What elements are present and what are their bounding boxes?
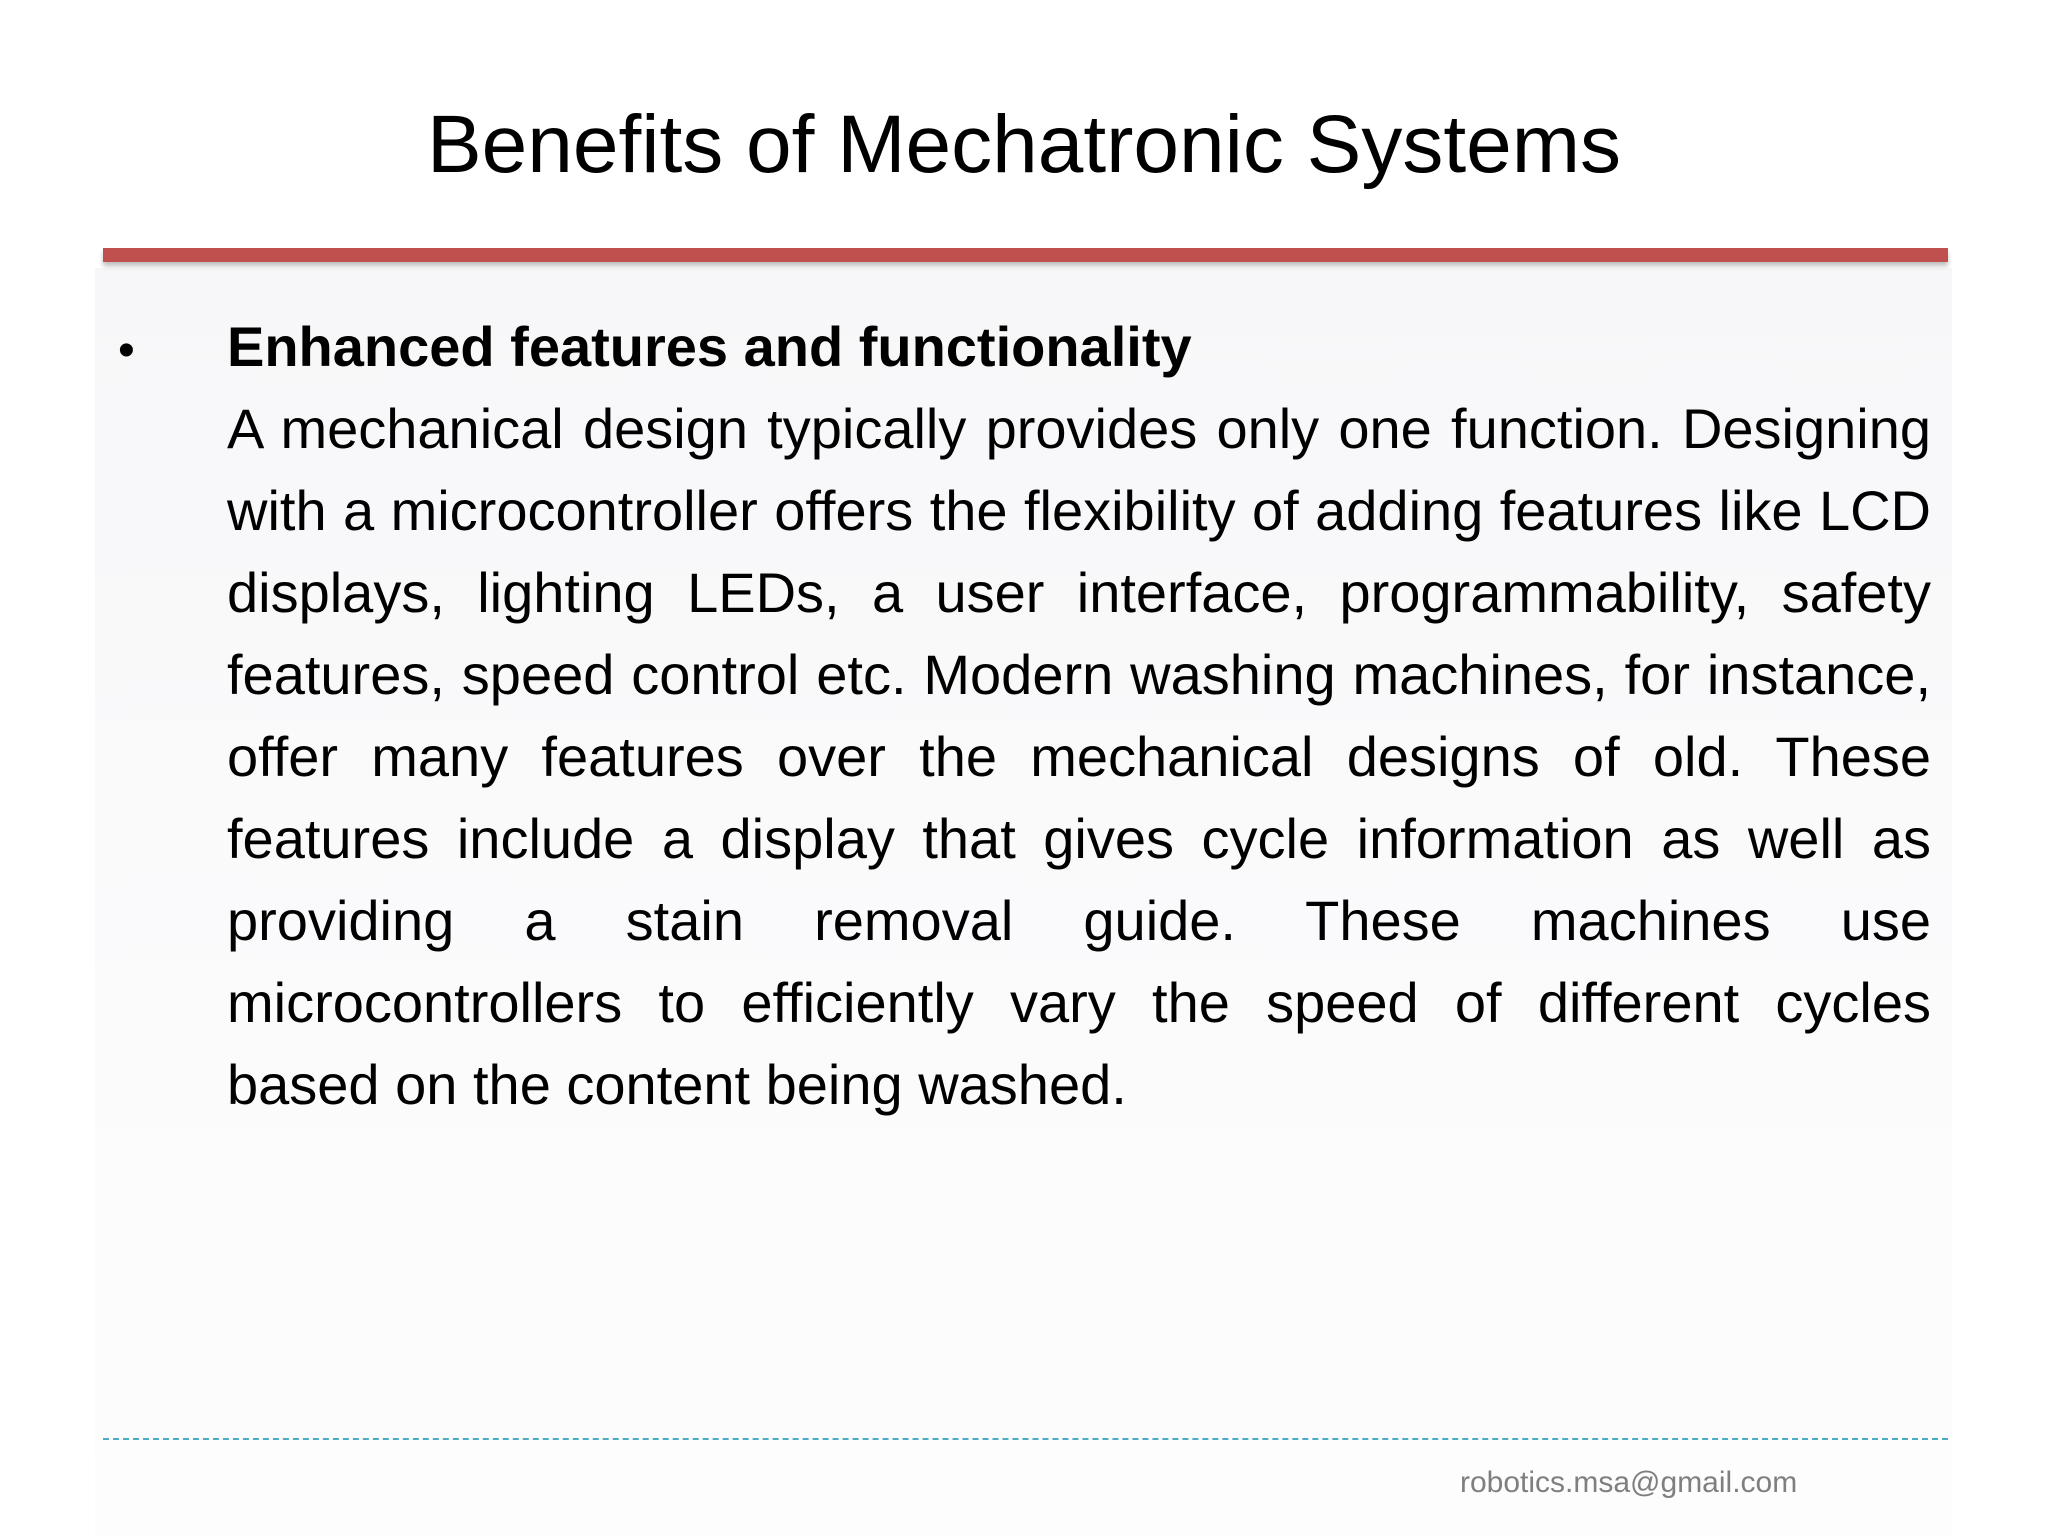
slide-title: Benefits of Mechatronic Systems [426, 99, 1622, 190]
footer-email: robotics.msa@gmail.com [1460, 1466, 1798, 1499]
bullet-body: A mechanical design typically provides only one function. Designing with a microcontroller offers the flexibility of adding features like LCD displays, lighting LEDs, a user interface, programmability, safety features, speed control etc. Modern washing machines, for instance, offer many features over the mechanical designs of old. These features include a display that gives cycle information as well as providing a stain removal guide. These machines use microcontrollers to efficiently vary the speed of different cycles based on the content being washed. [227, 397, 1931, 1116]
bullet-content [227, 306, 1931, 1126]
title-divider [103, 248, 1948, 262]
bullet-heading: Enhanced features and functionality [227, 315, 1192, 378]
bullet-icon: • [118, 324, 135, 377]
footer-divider [103, 1438, 1948, 1440]
